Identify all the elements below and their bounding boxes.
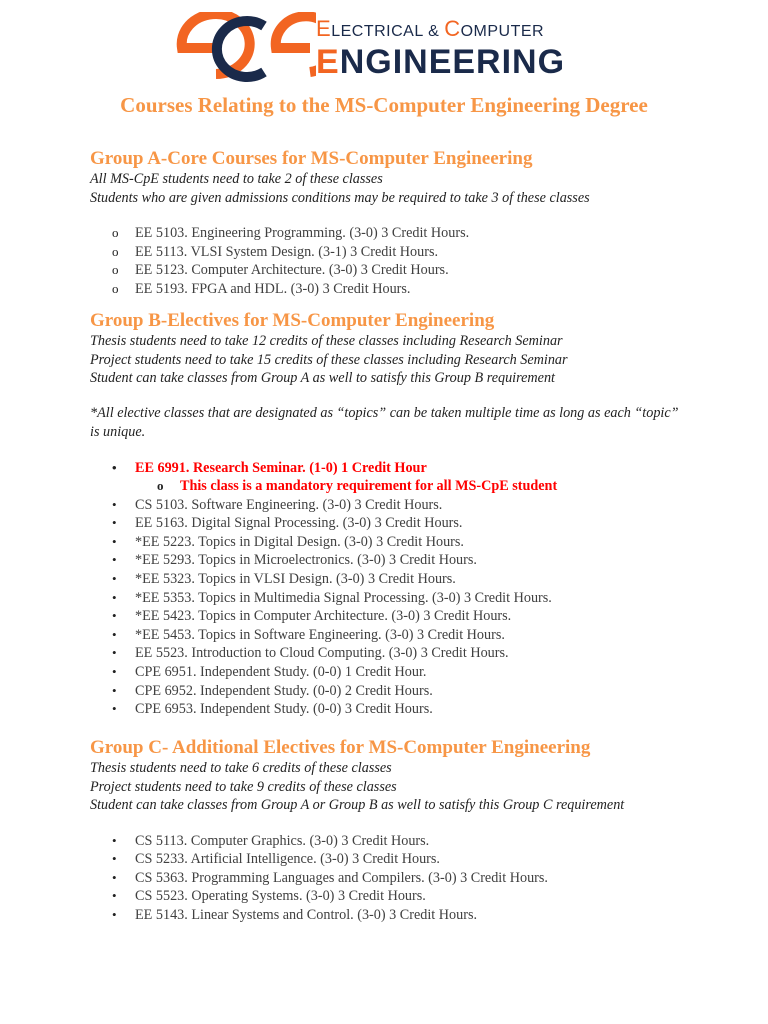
group-a-list [90,224,730,298]
bullet-icon: • [112,552,117,568]
bullet-icon: • [112,496,117,512]
group-a-note: Students who are given admissions conditions may be required to take 3 of these classes [90,189,590,206]
bullet-icon: • [112,851,117,867]
list-item-seminar-note: o This class is a mandatory requirement for all MS-CpE student [157,478,558,495]
list-item: • *EE 5323. Topics in VLSI Design. (3-0) 3 Credit Hours. [112,571,456,588]
circle-bullet-icon: o [157,478,164,494]
group-c-section [90,737,730,924]
list-item: o EE 5113. VLSI System Design. (3-1) 3 Credit Hours. [112,243,439,260]
topics-note: *All elective classes that are designated as “topics” can be taken multiple time as long as each “topic” is unique. [90,404,679,440]
list-item: • CS 5103. Software Engineering. (3-0) 3 Credit Hours. [112,496,443,513]
document-title: Courses Relating to the MS-Computer Engineering Degree [120,93,648,117]
ece-logo [176,12,576,84]
circle-bullet-icon: o [112,262,119,278]
group-b-note: Project students need to take 15 credits of these classes including Research Seminar [90,351,568,368]
list-item: • CS 5113. Computer Graphics. (3-0) 3 Credit Hours. [112,832,430,849]
list-item: • CPE 6951. Independent Study. (0-0) 1 Credit Hour. [112,664,427,681]
bullet-icon: • [112,701,117,717]
ece-logo-mark [176,12,316,84]
bullet-icon: • [112,608,117,624]
bullet-icon: • [112,869,117,885]
list-item: • *EE 5293. Topics in Microelectronics. (3-0) 3 Credit Hours. [112,552,477,569]
bullet-icon: • [112,626,117,642]
list-item: • CPE 6953. Independent Study. (0-0) 3 Credit Hours. [112,701,433,718]
bullet-icon: • [112,571,117,587]
group-a-note: All MS-CpE students need to take 2 of these classes [90,171,383,187]
group-b-note: Student can take classes from Group A as well to satisfy this Group B requirement [90,370,555,386]
list-item: • EE 5143. Linear Systems and Control. (3-0) 3 Credit Hours. [112,906,478,923]
bullet-icon: • [112,664,117,680]
group-a-heading: Group A-Core Courses for MS-Computer Engineering [90,148,533,169]
group-c-note: Student can take classes from Group A or Group B as well to satisfy this Group C requirement [90,797,625,813]
list-item-research-seminar: • EE 6991. Research Seminar. (1-0) 1 Credit Hour [112,459,427,476]
bullet-icon: • [112,645,117,661]
list-item: o EE 5103. Engineering Programming. (3-0) 3 Credit Hours. [112,225,470,241]
circle-bullet-icon: o [112,225,119,240]
bullet-icon: • [112,888,117,904]
bullet-icon: • [112,832,117,848]
bullet-icon: • [112,533,117,549]
list-item: o EE 5193. FPGA and HDL. (3-0) 3 Credit Hours. [112,280,411,297]
bullet-icon: • [112,682,117,698]
bullet-icon: • [112,515,117,531]
group-c-note: Thesis students need to take 6 credits of these classes [90,760,392,776]
group-b-list [90,459,730,719]
list-item: • CS 5523. Operating Systems. (3-0) 3 Credit Hours. [112,888,426,905]
list-item: • *EE 5353. Topics in Multimedia Signal Processing. (3-0) 3 Credit Hours. [112,589,552,606]
list-item: o EE 5123. Computer Architecture. (3-0) 3 Credit Hours. [112,262,449,279]
group-a-section [90,148,730,298]
logo-text-engineering: ENGINEERING [316,43,566,81]
list-item: • CS 5363. Programming Languages and Compilers. (3-0) 3 Credit Hours. [112,869,548,886]
circle-bullet-icon: o [112,280,119,296]
group-c-heading: Group C- Additional Electives for MS-Computer Engineering [90,737,591,758]
list-item: • *EE 5453. Topics in Software Engineering. (3-0) 3 Credit Hours. [112,626,505,643]
circle-bullet-icon: o [112,243,119,259]
list-item: • *EE 5423. Topics in Computer Architecture. (3-0) 3 Credit Hours. [112,608,512,625]
bullet-icon: • [112,589,117,605]
list-item: • CS 5233. Artificial Intelligence. (3-0) 3 Credit Hours. [112,851,440,868]
bullet-icon: • [112,906,117,922]
list-item: • CPE 6952. Independent Study. (0-0) 2 Credit Hours. [112,682,433,699]
logo-text-electrical-computer: ELECTRICAL & COMPUTER [316,16,545,41]
bullet-icon: • [112,459,117,475]
group-c-list [90,832,730,925]
list-item: • EE 5523. Introduction to Cloud Computing. (3-0) 3 Credit Hours. [112,645,509,662]
list-item: • EE 5163. Digital Signal Processing. (3-0) 3 Credit Hours. [112,515,463,532]
group-b-heading: Group B-Electives for MS-Computer Engineering [90,310,495,331]
group-b-note: Thesis students need to take 12 credits of these classes including Research Seminar [90,333,563,349]
list-item: • *EE 5223. Topics in Digital Design. (3-0) 3 Credit Hours. [112,533,464,550]
group-b-section [90,310,730,719]
group-c-note: Project students need to take 9 credits of these classes [90,778,397,795]
